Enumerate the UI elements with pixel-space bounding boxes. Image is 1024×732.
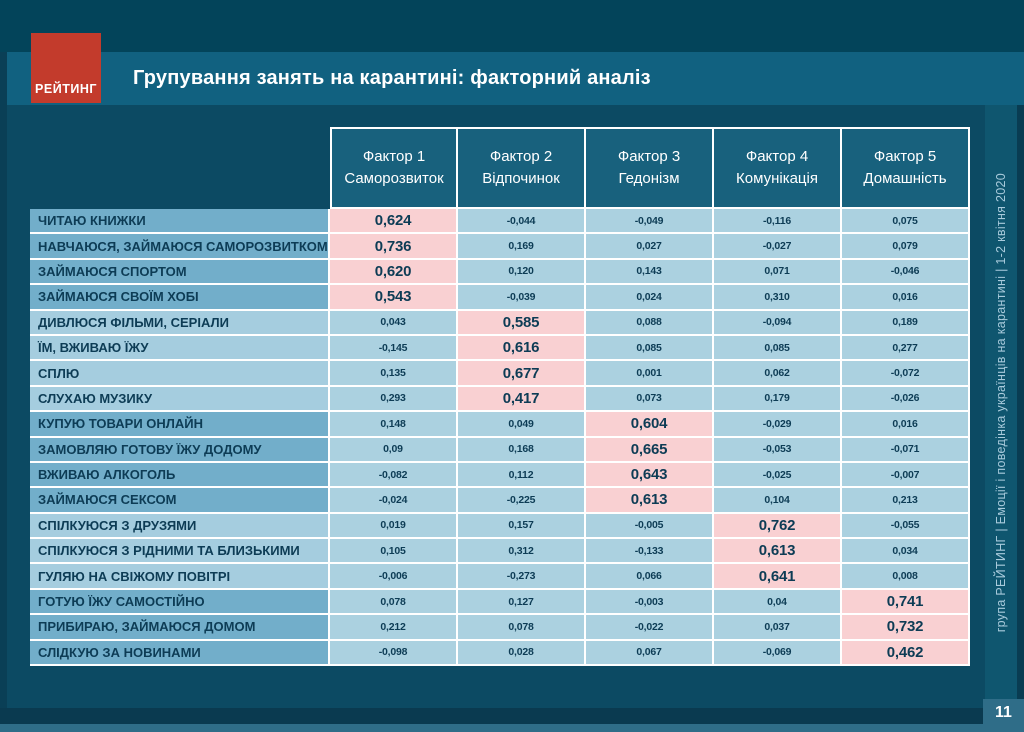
factor-loading-cell-highlighted: 0,741 <box>842 590 970 615</box>
column-header-title: Фактор 1 <box>362 147 426 165</box>
factor-loading-cell: -0,005 <box>586 514 714 539</box>
column-header-factor-3 <box>586 127 714 209</box>
factor-loading-cell: -0,006 <box>330 564 458 589</box>
factor-loading-cell-highlighted: 0,417 <box>458 387 586 412</box>
factor-loading-cell: -0,094 <box>714 311 842 336</box>
factor-loading-cell: 0,001 <box>586 361 714 386</box>
factor-loading-cell: 0,071 <box>714 260 842 285</box>
factor-loading-cell: 0,073 <box>586 387 714 412</box>
activity-label: СПІЛКУЮСЯ З ДРУЗЯМИ <box>30 514 330 539</box>
factor-loading-cell: 0,049 <box>458 412 586 437</box>
factor-loading-cell: -0,133 <box>586 539 714 564</box>
factor-loading-cell: 0,078 <box>330 590 458 615</box>
factor-loading-cell: -0,116 <box>714 209 842 234</box>
factor-loading-cell-highlighted: 0,613 <box>586 488 714 513</box>
factor-loading-cell: 0,135 <box>330 361 458 386</box>
activity-label: ЗАЙМАЮСЯ СЕКСОМ <box>30 488 330 513</box>
factor-loading-cell: -0,098 <box>330 641 458 666</box>
factor-loading-cell-highlighted: 0,643 <box>586 463 714 488</box>
activity-label: СПЛЮ <box>30 361 330 386</box>
factor-loading-cell: 0,157 <box>458 514 586 539</box>
factor-loading-cell: 0,310 <box>714 285 842 310</box>
logo-text: РЕЙТИНГ <box>35 82 97 96</box>
activity-label: ЇМ, ВЖИВАЮ ЇЖУ <box>30 336 330 361</box>
factor-loading-cell: -0,069 <box>714 641 842 666</box>
factor-loading-cell: -0,145 <box>330 336 458 361</box>
sidebar-strip <box>985 105 1017 700</box>
column-header-title: Фактор 4 <box>745 147 809 165</box>
column-header-subtitle: Відпочинок <box>482 170 560 187</box>
factor-loading-cell-highlighted: 0,624 <box>330 209 458 234</box>
column-header-subtitle: Комунікація <box>736 170 818 187</box>
factor-loading-cell: -0,055 <box>842 514 970 539</box>
factor-loading-cell-highlighted: 0,641 <box>714 564 842 589</box>
factor-loading-cell: 0,105 <box>330 539 458 564</box>
factor-loading-cell-highlighted: 0,736 <box>330 234 458 259</box>
factor-loading-cell: -0,039 <box>458 285 586 310</box>
activity-label: ДИВЛЮСЯ ФІЛЬМИ, СЕРІАЛИ <box>30 311 330 336</box>
right-border <box>1017 105 1024 732</box>
factor-loading-cell: -0,053 <box>714 438 842 463</box>
factor-loading-cell: 0,019 <box>330 514 458 539</box>
factor-loading-cell: -0,025 <box>714 463 842 488</box>
factor-loading-cell: 0,112 <box>458 463 586 488</box>
factor-loading-cell: 0,189 <box>842 311 970 336</box>
slide-title: Групування занять на карантині: факторний аналіз <box>133 67 651 89</box>
activity-label: НАВЧАЮСЯ, ЗАЙМАЮСЯ САМОРОЗВИТКОМ <box>30 234 330 259</box>
factor-loading-cell: 0,037 <box>714 615 842 640</box>
activity-label: ЧИТАЮ КНИЖКИ <box>30 209 330 234</box>
column-header-subtitle: Домашність <box>863 170 947 187</box>
factor-loading-cell: 0,008 <box>842 564 970 589</box>
factor-loading-cell: 0,212 <box>330 615 458 640</box>
column-header-factor-4 <box>714 127 842 209</box>
factor-loading-cell: -0,046 <box>842 260 970 285</box>
factor-loading-cell: 0,213 <box>842 488 970 513</box>
factor-loading-cell-highlighted: 0,732 <box>842 615 970 640</box>
factor-loading-cell: -0,024 <box>330 488 458 513</box>
factor-loading-cell-highlighted: 0,543 <box>330 285 458 310</box>
factor-loading-cell: 0,016 <box>842 285 970 310</box>
activity-label: ГУЛЯЮ НА СВІЖОМУ ПОВІТРІ <box>30 564 330 589</box>
factor-loading-cell: 0,016 <box>842 412 970 437</box>
bottom-border-dark <box>0 708 1024 724</box>
factor-loading-cell: -0,044 <box>458 209 586 234</box>
factor-loading-cell: -0,027 <box>714 234 842 259</box>
factor-loading-cell: 0,034 <box>842 539 970 564</box>
column-header-factor-5 <box>842 127 970 209</box>
top-background <box>0 0 1024 52</box>
factor-loading-cell: 0,088 <box>586 311 714 336</box>
activity-label: ГОТУЮ ЇЖУ САМОСТІЙНО <box>30 590 330 615</box>
left-border <box>0 52 7 732</box>
rating-group-logo <box>31 33 101 103</box>
factor-loading-cell-highlighted: 0,462 <box>842 641 970 666</box>
factor-loading-cell: -0,003 <box>586 590 714 615</box>
factor-loading-cell: 0,067 <box>586 641 714 666</box>
factor-loading-cell: 0,027 <box>586 234 714 259</box>
factor-loading-cell: 0,028 <box>458 641 586 666</box>
page-number: 11 <box>995 703 1012 721</box>
factor-loading-cell: 0,085 <box>714 336 842 361</box>
factor-loading-cell: -0,273 <box>458 564 586 589</box>
factor-loading-cell: 0,293 <box>330 387 458 412</box>
column-header-title: Фактор 3 <box>617 147 681 165</box>
activity-label: ЗАМОВЛЯЮ ГОТОВУ ЇЖУ ДОДОМУ <box>30 438 330 463</box>
activity-label: КУПУЮ ТОВАРИ ОНЛАЙН <box>30 412 330 437</box>
factor-loading-cell: -0,007 <box>842 463 970 488</box>
activity-label: СЛІДКУЮ ЗА НОВИНАМИ <box>30 641 330 666</box>
factor-loading-cell: -0,049 <box>586 209 714 234</box>
factor-loading-cell: 0,078 <box>458 615 586 640</box>
factor-loading-cell-highlighted: 0,665 <box>586 438 714 463</box>
factor-loading-cell: 0,148 <box>330 412 458 437</box>
factor-loading-cell: 0,143 <box>586 260 714 285</box>
column-header-title: Фактор 2 <box>489 147 553 165</box>
factor-loading-cell-highlighted: 0,762 <box>714 514 842 539</box>
activity-label: ЗАЙМАЮСЯ СПОРТОМ <box>30 260 330 285</box>
factor-loading-cell: -0,082 <box>330 463 458 488</box>
factor-loading-cell-highlighted: 0,585 <box>458 311 586 336</box>
column-header-factor-2 <box>458 127 586 209</box>
factor-loading-cell: 0,120 <box>458 260 586 285</box>
factor-loading-cell-highlighted: 0,613 <box>714 539 842 564</box>
factor-loading-cell-highlighted: 0,620 <box>330 260 458 285</box>
factor-loading-cell-highlighted: 0,616 <box>458 336 586 361</box>
factor-loading-cell: -0,225 <box>458 488 586 513</box>
activity-label: СПІЛКУЮСЯ З РІДНИМИ ТА БЛИЗЬКИМИ <box>30 539 330 564</box>
factor-loading-cell: 0,043 <box>330 311 458 336</box>
factor-loading-cell: -0,071 <box>842 438 970 463</box>
activity-label: ЗАЙМАЮСЯ СВОЇМ ХОБІ <box>30 285 330 310</box>
page-number-box <box>983 699 1024 726</box>
factor-loading-cell: 0,085 <box>586 336 714 361</box>
factor-loading-cell: 0,104 <box>714 488 842 513</box>
factor-loading-cell: 0,277 <box>842 336 970 361</box>
factor-loading-cell: 0,04 <box>714 590 842 615</box>
factor-loading-cell: -0,072 <box>842 361 970 386</box>
column-header-subtitle: Саморозвиток <box>344 170 444 187</box>
factor-loading-cell: -0,026 <box>842 387 970 412</box>
factor-loading-cell: 0,169 <box>458 234 586 259</box>
activity-label: СЛУХАЮ МУЗИКУ <box>30 387 330 412</box>
factor-analysis-table <box>30 127 970 666</box>
factor-loading-cell: 0,09 <box>330 438 458 463</box>
column-header-title: Фактор 5 <box>873 147 937 165</box>
factor-loading-cell: 0,075 <box>842 209 970 234</box>
sidebar-vertical-text: група РЕЙТИНГ | Емоції і поведінка українців на карантині | 1-2 квітня 2020 <box>994 172 1008 633</box>
factor-loading-cell: 0,127 <box>458 590 586 615</box>
bottom-border-light <box>0 724 1024 732</box>
factor-loading-cell: -0,022 <box>586 615 714 640</box>
activity-label: ВЖИВАЮ АЛКОГОЛЬ <box>30 463 330 488</box>
column-header-factor-1 <box>330 127 458 209</box>
factor-loading-cell: 0,179 <box>714 387 842 412</box>
factor-loading-cell: 0,024 <box>586 285 714 310</box>
factor-loading-cell: 0,312 <box>458 539 586 564</box>
factor-loading-cell: 0,079 <box>842 234 970 259</box>
factor-loading-cell: -0,029 <box>714 412 842 437</box>
factor-loading-cell: 0,066 <box>586 564 714 589</box>
column-header-subtitle: Гедонізм <box>618 170 680 187</box>
factor-loading-cell: 0,168 <box>458 438 586 463</box>
table-corner-spacer <box>30 127 330 209</box>
factor-loading-cell-highlighted: 0,677 <box>458 361 586 386</box>
activity-label: ПРИБИРАЮ, ЗАЙМАЮСЯ ДОМОМ <box>30 615 330 640</box>
factor-loading-cell-highlighted: 0,604 <box>586 412 714 437</box>
factor-loading-cell: 0,062 <box>714 361 842 386</box>
